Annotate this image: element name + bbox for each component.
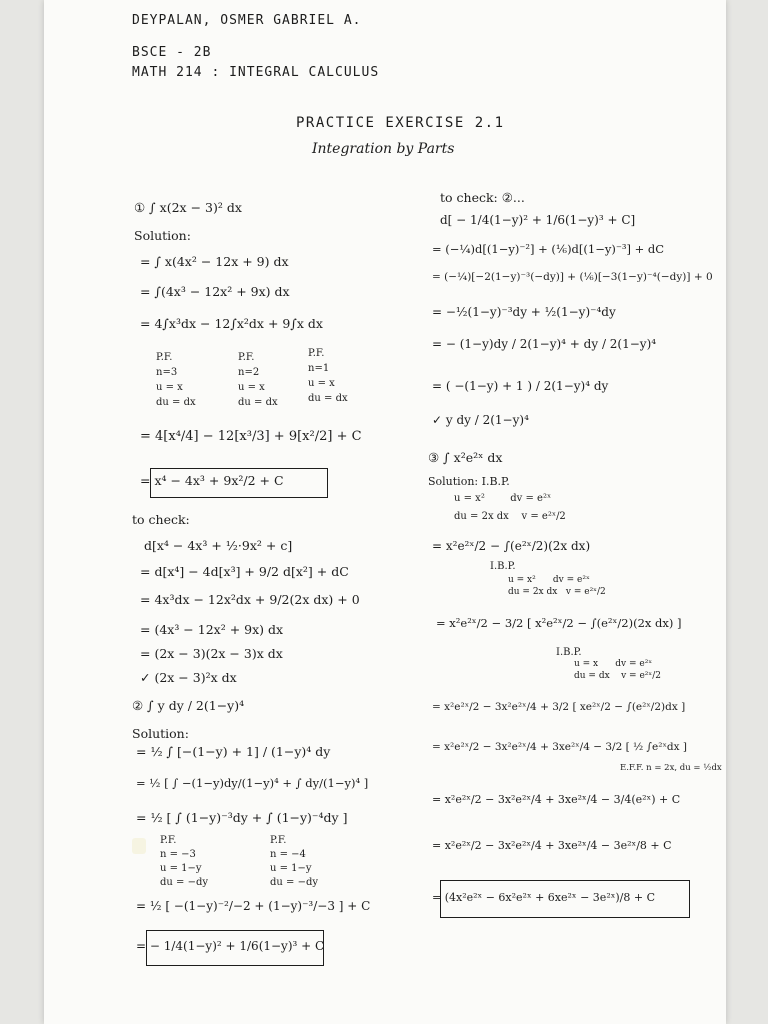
- check1-step-1: d[x⁴ − 4x³ + ½·9x² + c]: [144, 538, 293, 553]
- p2-step-3: = ½ [ ∫ (1−y)⁻³dy + ∫ (1−y)⁻⁴dy ]: [136, 810, 348, 825]
- ibp2-du-v: du = 2x dx v = e²ˣ/2: [508, 587, 606, 597]
- p3-step-5: = x²e²ˣ/2 − 3x²e²ˣ/4 + 3xe²ˣ/4 − 3/4(e²ˣ) + C: [432, 793, 681, 806]
- power-formula-col-2: P.F. n=2 u = x du = dx: [238, 352, 278, 408]
- page-subtitle: Integration by Parts: [312, 141, 455, 157]
- p1-final-answer: = x⁴ − 4x³ + 9x²/2 + C: [140, 473, 284, 488]
- power-formula-col-3: P.F. n=1 u = x du = dx: [308, 348, 348, 404]
- problem-2-statement: ② ∫ y dy / 2(1−y)⁴: [132, 698, 245, 713]
- p3-step-1: = x²e²ˣ/2 − ∫(e²ˣ/2)(2x dx): [432, 539, 591, 553]
- p2-step-1: = ½ ∫ [−(1−y) + 1] / (1−y)⁴ dy: [136, 744, 331, 759]
- check2-step-5: = − (1−y)dy / 2(1−y)⁴ + dy / 2(1−y)⁴: [432, 337, 657, 351]
- check2-step-3: = (−¼)[−2(1−y)⁻³(−dy)] + (⅙)[−3(1−y)⁻⁴(−dy)] + 0: [432, 271, 713, 283]
- eff-note: E.F.F. n = 2x, du = ½dx: [620, 763, 722, 773]
- ibp-label-3: I.B.P.: [556, 647, 582, 658]
- p1-step-4: = 4[x⁴/4] − 12[x³/3] + 9[x²/2] + C: [140, 429, 362, 444]
- p2-step-2: = ½ [ ∫ −(1−y)dy/(1−y)⁴ + ∫ dy/(1−y)⁴ ]: [136, 776, 369, 790]
- course-title: MATH 214 : INTEGRAL CALCULUS: [132, 65, 380, 80]
- p1-step-2: = ∫(4x³ − 12x² + 9x) dx: [140, 284, 290, 299]
- power-formula-col-1: P.F. n=3 u = x du = dx: [156, 352, 196, 408]
- p3-step-3: = x²e²ˣ/2 − 3x²e²ˣ/4 + 3/2 [ xe²ˣ/2 − ∫(e²ˣ/2)dx ]: [432, 701, 686, 713]
- ibp-label-2: I.B.P.: [490, 561, 516, 572]
- ibp3-du-v: du = dx v = e²ˣ/2: [574, 671, 661, 681]
- p3-final-answer: = (4x²e²ˣ − 6x²e²ˣ + 6xe²ˣ − 3e²ˣ)/8 + C: [432, 891, 656, 904]
- check1-verified: ✓ (2x − 3)²x dx: [140, 670, 237, 685]
- paper-stain: [132, 838, 146, 854]
- ibp3-u-dv: u = x dv = e²ˣ: [574, 659, 653, 669]
- problem-3-statement: ③ ∫ x²e²ˣ dx: [428, 450, 503, 465]
- problem-1-statement: ① ∫ x(2x − 3)² dx: [134, 200, 242, 215]
- check-label-2: to check: ②...: [440, 190, 525, 205]
- check1-step-4: = (4x³ − 12x² + 9x) dx: [140, 622, 284, 637]
- student-name: DEYPALAN, OSMER GABRIEL A.: [132, 13, 362, 28]
- solution-label-3: Solution: I.B.P.: [428, 475, 510, 488]
- p2-step-4: = ½ [ −(1−y)⁻²/−2 + (1−y)⁻³/−3 ] + C: [136, 899, 371, 913]
- ibp2-u-dv: u = x² dv = e²ˣ: [508, 575, 590, 585]
- p2-final-answer: = − 1/4(1−y)² + 1/6(1−y)³ + C: [136, 939, 325, 953]
- ibp1-u-dv: u = x² dv = e²ˣ: [454, 493, 552, 504]
- check2-step-6: = ( −(1−y) + 1 ) / 2(1−y)⁴ dy: [432, 379, 609, 393]
- section-code: BSCE - 2B: [132, 45, 212, 60]
- solution-label-2: Solution:: [132, 726, 189, 741]
- p1-step-1: = ∫ x(4x² − 12x + 9) dx: [140, 254, 289, 269]
- check2-verified: ✓ y dy / 2(1−y)⁴: [432, 413, 529, 427]
- check-label-1: to check:: [132, 512, 190, 527]
- check2-step-4: = −½(1−y)⁻³dy + ½(1−y)⁻⁴dy: [432, 305, 616, 319]
- p1-step-3: = 4∫x³dx − 12∫x²dx + 9∫x dx: [140, 316, 323, 331]
- page-title: PRACTICE EXERCISE 2.1: [296, 115, 505, 131]
- power-formula-2-col-1: P.F. n = −3 u = 1−y du = −dy: [160, 835, 209, 888]
- check1-step-5: = (2x − 3)(2x − 3)x dx: [140, 646, 283, 661]
- check1-step-3: = 4x³dx − 12x²dx + 9/2(2x dx) + 0: [140, 592, 360, 607]
- p3-step-4: = x²e²ˣ/2 − 3x²e²ˣ/4 + 3xe²ˣ/4 − 3/2 [ ½ ∫e²ˣdx ]: [432, 741, 687, 753]
- p3-step-6: = x²e²ˣ/2 − 3x²e²ˣ/4 + 3xe²ˣ/4 − 3e²ˣ/8 + C: [432, 839, 672, 852]
- check2-step-1: d[ − 1/4(1−y)² + 1/6(1−y)³ + C]: [440, 213, 636, 227]
- ibp1-du-v: du = 2x dx v = e²ˣ/2: [454, 511, 566, 522]
- solution-label-1: Solution:: [134, 228, 191, 243]
- power-formula-2-col-2: P.F. n = −4 u = 1−y du = −dy: [270, 835, 319, 888]
- check2-step-2: = (−¼)d[(1−y)⁻²] + (⅙)d[(1−y)⁻³] + dC: [432, 242, 665, 256]
- p3-step-2: = x²e²ˣ/2 − 3/2 [ x²e²ˣ/2 − ∫(e²ˣ/2)(2x dx) ]: [436, 616, 682, 630]
- check1-step-2: = d[x⁴] − 4d[x³] + 9/2 d[x²] + dC: [140, 564, 349, 579]
